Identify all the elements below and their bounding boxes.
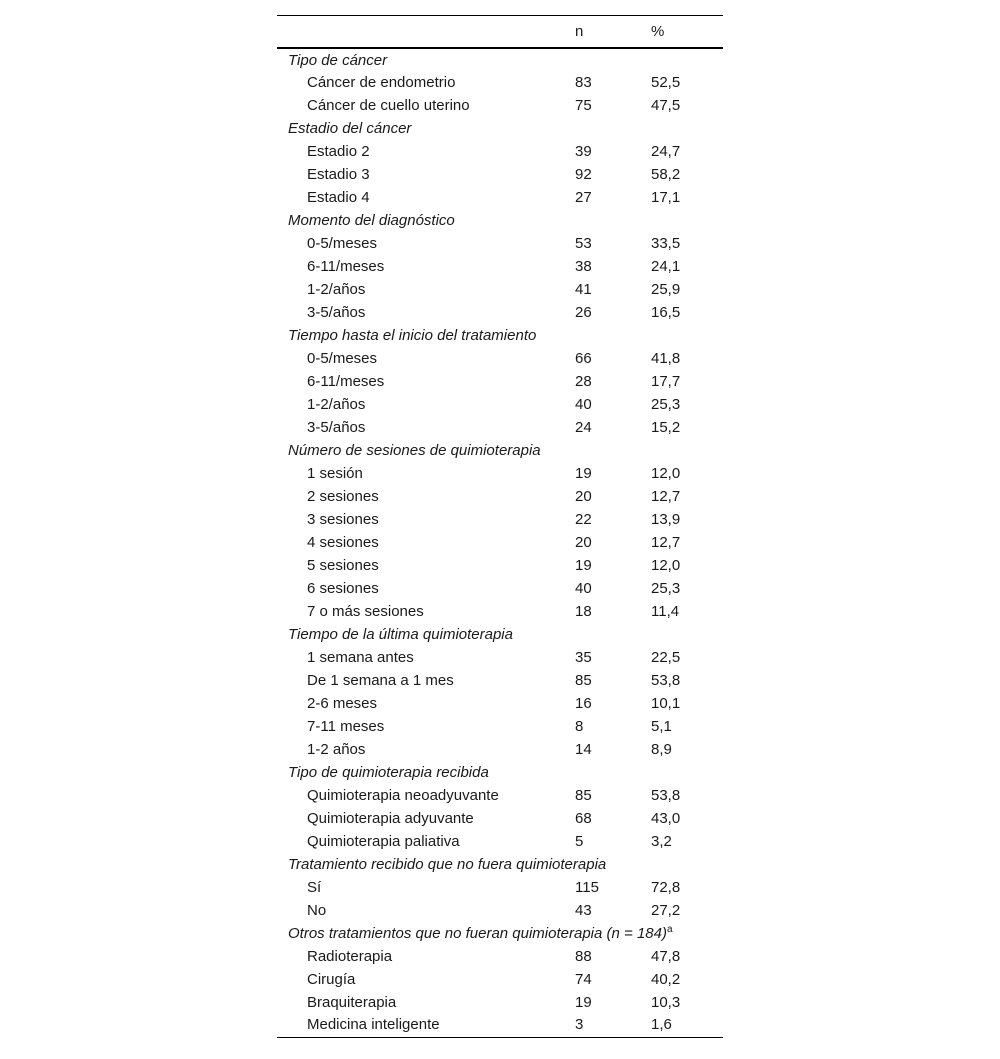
row-n-value: 16 [575, 695, 592, 712]
row-percent-value: 8,9 [651, 741, 672, 758]
row-percent-value: 5,1 [651, 718, 672, 735]
table-row [277, 140, 723, 163]
row-percent-value: 24,7 [651, 143, 681, 160]
row-n-value: 20 [575, 534, 592, 551]
table-header [277, 16, 723, 49]
row-n-value: 85 [575, 672, 592, 689]
group-title-cell [277, 623, 723, 646]
row-n-value: 53 [575, 235, 592, 252]
table-row [277, 899, 723, 922]
row-label: Medicina inteligente [307, 1015, 440, 1033]
row-label: 2-6 meses [307, 695, 378, 712]
row-percent-value: 17,1 [651, 189, 681, 206]
row-label: 4 sesiones [307, 534, 379, 551]
group-title: Otros tratamientos que no fueran quimioterapia (n = 184) [288, 925, 667, 942]
row-n-value: 92 [575, 166, 592, 183]
table-row [277, 393, 723, 416]
table-row [277, 991, 723, 1014]
row-percent-value: 12,0 [651, 557, 681, 574]
table-row [277, 508, 723, 531]
row-percent-value: 12,7 [651, 488, 681, 505]
row-n-value: 43 [575, 902, 592, 919]
table-body [277, 48, 723, 1037]
row-percent-value: 72,8 [651, 879, 681, 896]
row-percent-value: 17,7 [651, 373, 681, 390]
table-row [277, 830, 723, 853]
group-title-cell [277, 117, 723, 140]
table-row [277, 163, 723, 186]
table-row [277, 807, 723, 830]
row-percent-value: 27,2 [651, 902, 681, 919]
table-row [277, 715, 723, 738]
header-row [277, 16, 723, 49]
row-percent-value: 52,5 [651, 74, 681, 91]
row-percent-value: 24,1 [651, 258, 681, 275]
group-row [277, 324, 723, 347]
row-n-value: 14 [575, 741, 592, 758]
row-n-value: 66 [575, 350, 592, 367]
row-label: 1 sesión [307, 465, 363, 482]
row-label: No [307, 902, 327, 919]
row-percent-value: 53,8 [651, 672, 681, 689]
row-n-value: 75 [575, 97, 592, 114]
group-title: Número de sesiones de quimioterapia [288, 442, 541, 459]
row-label: 6-11/meses [307, 373, 385, 390]
table-row [277, 232, 723, 255]
table-row [277, 945, 723, 968]
group-title-cell [277, 761, 723, 784]
table-row [277, 301, 723, 324]
row-n-value: 88 [575, 948, 592, 965]
table-row [277, 646, 723, 669]
row-n-value: 40 [575, 580, 592, 597]
table-row [277, 462, 723, 485]
row-percent-value: 25,3 [651, 580, 681, 597]
table-row [277, 968, 723, 991]
row-n-value: 20 [575, 488, 592, 505]
table-row [277, 876, 723, 899]
row-n-value: 68 [575, 810, 592, 827]
table-row [277, 669, 723, 692]
row-percent-value: 10,3 [651, 994, 681, 1011]
group-title: Tipo de cáncer [288, 51, 388, 69]
row-label: Estadio 2 [307, 143, 370, 160]
row-percent-value: 16,5 [651, 304, 681, 321]
group-row [277, 117, 723, 140]
table-row [277, 278, 723, 301]
row-percent-value: 15,2 [651, 419, 681, 436]
row-label: 3-5/años [307, 419, 366, 436]
row-label: 0-5/meses [307, 350, 378, 367]
row-n-value: 24 [575, 419, 592, 436]
group-title-cell [277, 853, 723, 876]
row-label: 1-2 años [307, 741, 366, 758]
row-label: Cirugía [307, 971, 356, 988]
group-row [277, 439, 723, 462]
group-title-cell [277, 209, 723, 232]
table-row [277, 554, 723, 577]
row-n-value: 8 [575, 718, 584, 735]
table-row [277, 416, 723, 439]
row-label: Estadio 4 [307, 189, 370, 206]
row-percent-value: 53,8 [651, 787, 681, 804]
table-row [277, 784, 723, 807]
row-label: 7-11 meses [307, 718, 385, 735]
row-label: Cáncer de cuello uterino [307, 97, 470, 114]
row-n-value: 28 [575, 373, 592, 390]
table-row [277, 370, 723, 393]
row-n-value: 115 [575, 879, 599, 896]
row-n-value: 39 [575, 143, 592, 160]
table-row [277, 738, 723, 761]
row-percent-value: 12,7 [651, 534, 681, 551]
table-row [277, 71, 723, 94]
row-label: De 1 semana a 1 mes [307, 672, 454, 689]
table-row [277, 692, 723, 715]
row-label: 3 sesiones [307, 511, 379, 528]
row-percent-value: 1,6 [651, 1015, 672, 1033]
row-label: 1 semana antes [307, 649, 414, 666]
row-percent-value: 40,2 [651, 971, 681, 988]
row-percent-value: 43,0 [651, 810, 681, 827]
data-table-container [277, 15, 723, 1038]
header-label [277, 16, 575, 49]
row-label: Quimioterapia neoadyuvante [307, 787, 499, 804]
row-percent-value: 12,0 [651, 465, 681, 482]
row-n-value: 27 [575, 189, 592, 206]
row-n-value: 35 [575, 649, 592, 666]
row-label: Cáncer de endometrio [307, 74, 456, 91]
row-n-value: 3 [575, 1015, 584, 1033]
row-label: Estadio 3 [307, 166, 370, 183]
row-label: Radioterapia [307, 948, 393, 965]
row-label: 0-5/meses [307, 235, 378, 252]
row-label: Braquiterapia [307, 994, 397, 1011]
row-label: 7 o más sesiones [307, 603, 424, 620]
row-label: Sí [307, 879, 322, 896]
table-row [277, 347, 723, 370]
group-row [277, 623, 723, 646]
row-n-value: 74 [575, 971, 592, 988]
group-title: Tiempo de la última quimioterapia [288, 626, 513, 643]
row-n-value: 26 [575, 304, 592, 321]
header-percent: % [651, 23, 665, 40]
group-title: Tiempo hasta el inicio del tratamiento [288, 327, 537, 344]
table-row [277, 94, 723, 117]
row-n-value: 38 [575, 258, 592, 275]
row-percent-value: 10,1 [651, 695, 681, 712]
group-title: Estadio del cáncer [288, 120, 412, 137]
data-table [277, 15, 723, 1038]
row-label: 6 sesiones [307, 580, 379, 597]
row-label: 6-11/meses [307, 258, 385, 275]
row-n-value: 19 [575, 994, 592, 1011]
table-row [277, 600, 723, 623]
row-n-value: 18 [575, 603, 592, 620]
table-row [277, 186, 723, 209]
row-n-value: 41 [575, 281, 592, 298]
table-row [277, 531, 723, 554]
row-label: Quimioterapia paliativa [307, 833, 460, 850]
footnote-marker: a [666, 924, 673, 935]
row-label: Quimioterapia adyuvante [307, 810, 474, 827]
row-label: 1-2/años [307, 396, 366, 413]
row-n-value: 40 [575, 396, 592, 413]
row-label: 2 sesiones [307, 488, 379, 505]
row-percent-value: 25,9 [651, 281, 681, 298]
row-percent-value: 22,5 [651, 649, 681, 666]
group-row [277, 922, 723, 945]
group-title: Tipo de quimioterapia recibida [288, 764, 489, 781]
group-row [277, 853, 723, 876]
group-title: Tratamiento recibido que no fuera quimioterapia [288, 856, 607, 873]
row-n-value: 83 [575, 74, 592, 91]
row-percent-value: 47,5 [651, 97, 681, 114]
table-row [277, 1014, 723, 1037]
table-row [277, 577, 723, 600]
row-percent-value: 33,5 [651, 235, 681, 252]
group-title-cell [277, 439, 723, 462]
row-percent-value: 41,8 [651, 350, 681, 367]
row-percent-value: 58,2 [651, 166, 681, 183]
row-n-value: 19 [575, 465, 592, 482]
group-title-cell [277, 324, 723, 347]
group-title-cell [277, 48, 723, 71]
group-title: Momento del diagnóstico [288, 212, 455, 229]
row-percent-value: 25,3 [651, 396, 681, 413]
row-label: 5 sesiones [307, 557, 379, 574]
row-percent-value: 13,9 [651, 511, 681, 528]
row-percent-value: 3,2 [651, 833, 672, 850]
group-row [277, 209, 723, 232]
row-n-value: 5 [575, 833, 584, 850]
row-label: 3-5/años [307, 304, 366, 321]
row-n-value: 19 [575, 557, 592, 574]
row-n-value: 22 [575, 511, 592, 528]
table-row [277, 255, 723, 278]
row-label: 1-2/años [307, 281, 366, 298]
row-percent-value: 47,8 [651, 948, 681, 965]
table-row [277, 485, 723, 508]
header-n: n [575, 23, 584, 40]
group-row [277, 48, 723, 71]
row-percent-value: 11,4 [651, 603, 680, 620]
row-n-value: 85 [575, 787, 592, 804]
group-row [277, 761, 723, 784]
group-title-cell [277, 922, 723, 945]
